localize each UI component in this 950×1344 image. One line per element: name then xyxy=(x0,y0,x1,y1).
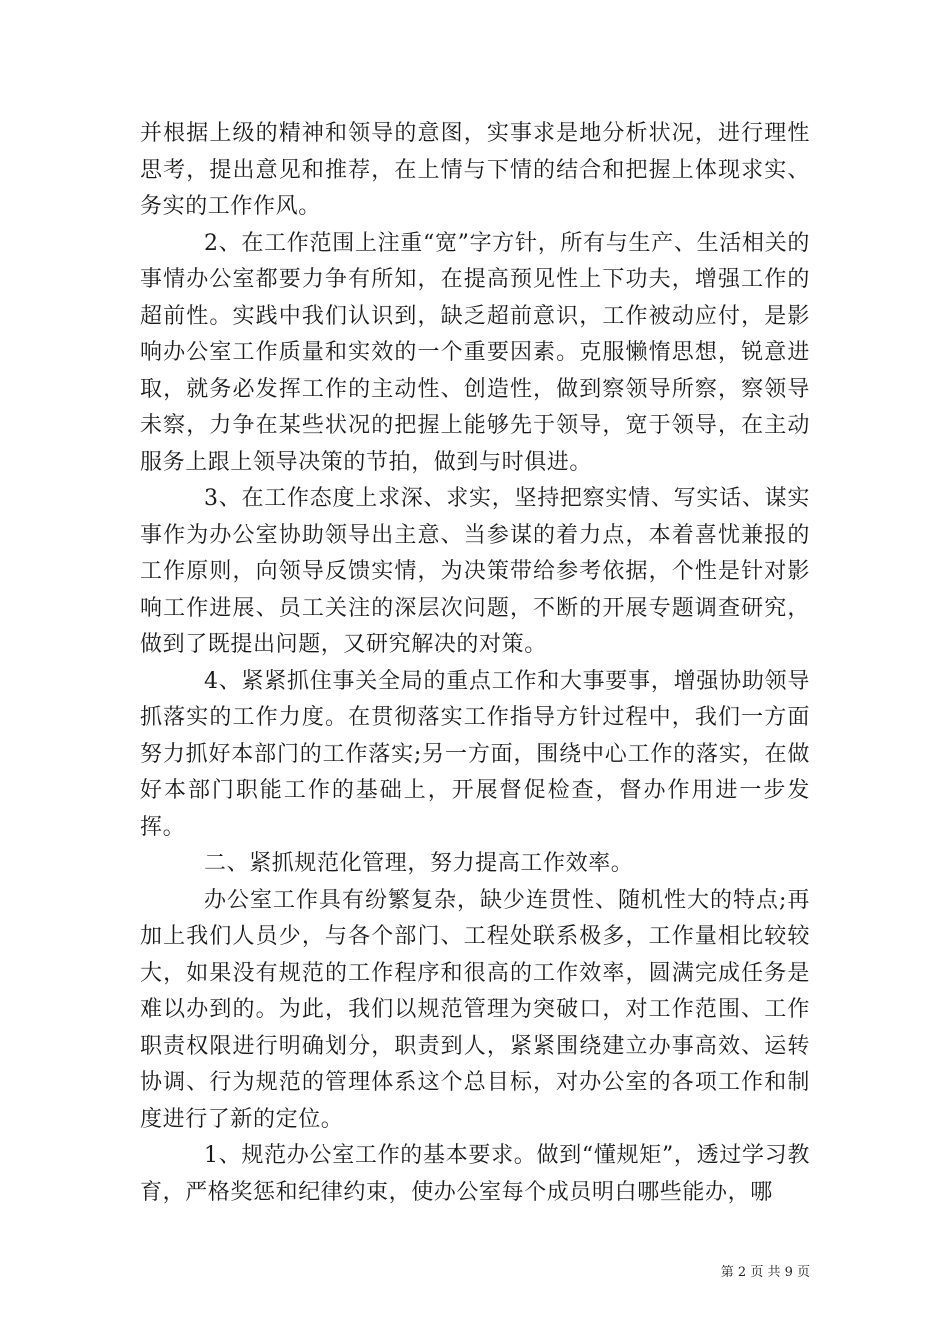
page-number-footer: 第 2 页 共 9 页 xyxy=(720,1265,810,1280)
paragraph-item-4: 4、紧紧抓住事关全局的重点工作和大事要事，增强协助领导抓落实的工作力度。在贯彻落实工作指导方针过程中，我们一方面努力抓好本部门的工作落实;另一方面，围绕中心工作的落实，在做好本部门职能工作的基础上，开展督促检查，督办作用进一步发挥。 xyxy=(140,668,810,840)
section-heading-2: 二、紧抓规范化管理，努力提高工作效率。 xyxy=(204,851,634,876)
paragraph-item-3: 3、在工作态度上求深、求实，坚持把察实情、写实话、谋实事作为办公室协助领导出主意、当参谋的着力点，本着喜忧兼报的工作原则，向领导反馈实情，为决策带给参考依据，个性是针对影响工作进展、员工关注的深层次问题，不断的开展专题调查研究，做到了既提出问题，又研究解决的对策。 xyxy=(140,486,810,657)
paragraph-section-intro: 办公室工作具有纷繁复杂，缺少连贯性、随机性大的特点;再加上我们人员少，与各个部门、工程处联系极多，工作量相比较较大，如果没有规范的工作程序和很高的工作效率，圆满完成任务是难以办到的。为此，我们以规范管理为突破口，对工作范围、工作职责权限进行明确划分，职责到人，紧紧围绕建立办事高效、运转协调、行为规范的管理体系这个总目标，对办公室的各项工作和制度进行了新的定位。 xyxy=(140,887,810,1132)
paragraph-continuation: 并根据上级的精神和领导的意图，实事求是地分析状况，进行理性思考，提出意见和推荐，在上情与下情的结合和把握上体现求实、务实的工作作风。 xyxy=(140,121,810,219)
paragraph-item-1-partial: 1、规范办公室工作的基本要求。做到“懂规矩”，透过学习教育，严格奖惩和纪律约束，使办公室每个成员明白哪些能办，哪 xyxy=(140,1143,810,1205)
document-body xyxy=(140,116,810,1211)
paragraph-item-2: 2、在工作范围上注重“宽”字方针，所有与生产、生活相关的事情办公室都要力争有所知，在提高预见性上下功夫，增强工作的超前性。实践中我们认识到，缺乏超前意识，工作被动应付，是影响办公室工作质量和实效的一个重要因素。克服懒惰思想，锐意进取，就务必发挥工作的主动性、创造性，做到察领导所察，察领导未察，力争在某些状况的把握上能够先于领导，宽于领导，在主动服务上跟上领导决策的节拍，做到与时俱进。 xyxy=(140,230,810,475)
